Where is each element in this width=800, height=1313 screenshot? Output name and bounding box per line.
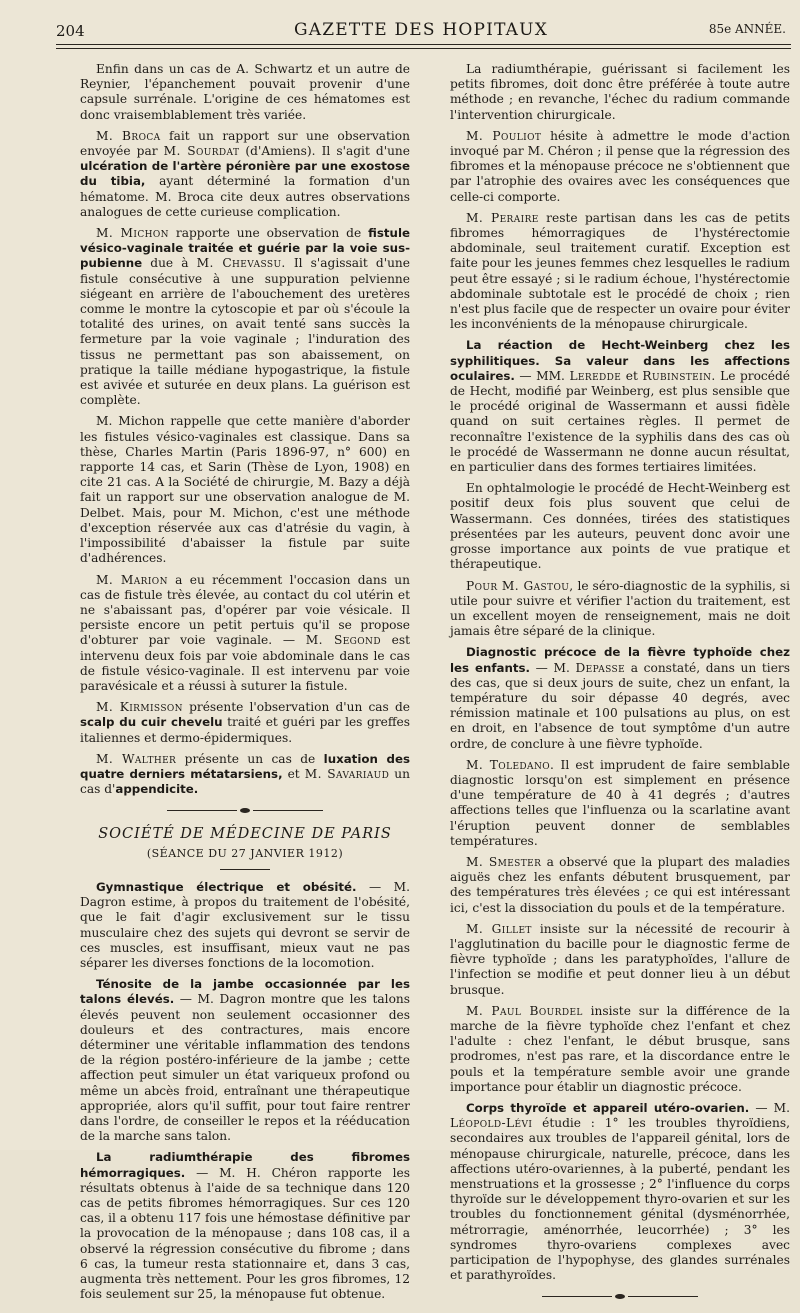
paragraph: M. Toledano. Il est imprudent de faire semblable diagnostic lorsqu'on est simplement en présence d'une température de 40 à 41 degrés ; d'autres affections telles que l'influenza ou la scarlatine avant l'éruption peuvent donner de semblables températures. bbox=[450, 757, 790, 848]
header-rule bbox=[56, 44, 791, 45]
left-column bbox=[80, 62, 410, 1308]
paragraph: M. Gillet insiste sur la nécessité de recourir à l'agglutination du bacille pour le diagnostic ferme de fièvre typhoïde ; dans les paratyphoïdes, l'allure de l'infection se modifie et peut donner lieu à un début brusque. bbox=[450, 921, 790, 997]
header-rule-double bbox=[56, 48, 791, 49]
paragraph: Gymnastique électrique et obésité. — M. Dagron estime, à propos du traitement de l'obésité, que le fait d'agir exclusivement sur le tissu musculaire chez des sujets qui devront se servir de ces muscles, est insuffisant, mieux vaut ne pas séparer les diverses fonctions de la locomotion. bbox=[80, 879, 410, 970]
paragraph: M. Michon rappelle que cette manière d'aborder les fistules vésico-vaginales est classique. Dans sa thèse, Charles Martin (Paris 1896-97, n° 600) en rapporte 14 cas, et Sarin (Thèse de Lyon, 1908) en cite 21 cas. A la Société de chirurgie, M. Bazy a déjà fait un rapport sur une observation analogue de M. Delbet. Mais, pour M. Michon, c'est une méthode d'exception réservée aux cas d'atrésie du vagin, à l'impossibilité d'abaisser la fistule par suite d'adhérences. bbox=[80, 414, 410, 566]
section-title: SOCIÉTÉ DE MÉDECINE DE PARIS bbox=[98, 825, 392, 842]
paragraph: M. Marion a eu récemment l'occasion dans un cas de fistule très élevée, au contact du col utérin et ne s'abaissant pas, d'opérer par voie vésicale. Il persiste encore un petit pertuis qu'il se propose d'obturer par voie vaginale. — M. Segond est intervenu deux fois par voie abdominale dans le cas de fistule vésico-vaginale. Il est intervenu par voie paravésicale et a réussi à suturer la fistule. bbox=[80, 572, 411, 693]
paragraph: La radiumthérapie, guérissant si facilement les petits fibromes, doit donc être préférée à toute autre méthode ; en revanche, l'échec du radium commande l'intervention chirurgicale. bbox=[450, 62, 790, 122]
volume-year: 85e ANNÉE. bbox=[708, 22, 786, 36]
publication-title: GAZETTE DES HOPITAUX bbox=[293, 20, 548, 40]
page-number: 204 bbox=[56, 22, 85, 40]
right-column bbox=[450, 62, 790, 1313]
paragraph: M. Walther présente un cas de luxation des quatre derniers métatarsiens, et M. Savariaud un cas d'appendicite. bbox=[80, 751, 411, 797]
paragraph: Ténosite de la jambe occasionnée par les talons élevés. — M. Dagron montre que les talons élevés peuvent non seulement occasionner des douleurs et des contractures, mais encore déterminer une véritable inflammation des tendons de la région postéro-inférieure de la jambe ; cette affection peut simuler un état variqueux profond ou même un abcès froid, entraînant une thérapeutique appropriée, alors qu'il suffit, pour tout faire rentrer dans l'ordre, de conseiller le repos et la rééducation de la marche sans talon. bbox=[80, 977, 411, 1144]
paragraph: M. Peraire reste partisan dans les cas de petits fibromes hémorragiques de l'hystérectomie abdominale, seul traitement curatif. Exception est faite pour les jeunes femmes chez lesquelles le radium peut être essayé ; si le radium échoue, l'hystérectomie abdominale subtotale est le procédé de choix ; rien n'est plus facile que de respecter un ovaire pour éviter les inconvénients de la ménopause chirurgicale. bbox=[450, 210, 790, 332]
paragraph: Diagnostic précoce de la fièvre typhoïde chez les enfants. — M. Depasse a constaté, dans un tiers des cas, que si deux jours de suite, chez un enfant, la température du soir dépasse 40 degrés, avec rémission matinale et 100 pulsations au plus, on est en droit, en l'absence de tout symptôme d'un autre ordre, de conclure à une fièvre typhoïde. bbox=[450, 645, 790, 751]
paragraph: La radiumthérapie des fibromes hémorragiques. — M. H. Chéron rapporte les résultats obtenus à l'aide de sa technique dans 120 cas de petits fibromes hémorragiques. Sur ces 120 cas, il a obtenu 117 fois une hémostase définitive par la provocation de la ménopause ; dans 108 cas, il a observé la régression consécutive du fibrome ; dans 6 cas, la tumeur resta stationnaire et, dans 3 cas, augmenta très nettement. Pour les gros fibromes, 12 fois seulement sur 25, la ménopause fut obtenue. bbox=[80, 1150, 410, 1302]
seance-date: (SÉANCE DU 27 JANVIER 1912) bbox=[146, 846, 344, 860]
paragraph: Pour M. Gastou, le séro-diagnostic de la syphilis, si utile pour suivre et vérifier l'action du traitement, est un excellent moyen de renseignement, mais ne doit jamais être séparé de la clinique. bbox=[450, 578, 790, 639]
paragraph: M. Smester a observé que la plupart des maladies aiguës chez les enfants débutent brusquement, par des températures très élevées ; ce qui est intéressant ici, c'est la dissociation du pouls et de la température. bbox=[450, 854, 790, 915]
divider bbox=[220, 869, 270, 870]
paragraph: M. Broca fait un rapport sur une observation envoyée par M. Sourdat (d'Amiens). Il s'agit d'une ulcération de l'artère péronière par une exostose du tibia, ayant déterminé la formation d'un hématome. M. Broca cite deux autres observations analogues de cette curieuse complication. bbox=[80, 128, 410, 219]
paragraph: M. Paul Bourdel insiste sur la différence de la marche de la fièvre typhoïde chez l'enfant et chez l'adulte : chez l'enfant, le début brusque, sans prodromes, n'est pas rare, et la discordance entre le pouls et la température semble avoir une grande importance pour établir un diagnostic précoce. bbox=[450, 1003, 790, 1094]
paragraph: Enfin dans un cas de A. Schwartz et un autre de Reynier, l'épanchement pouvait provenir d'une capsule surrénale. L'origine de ces hématomes est donc vraisemblablement très variée. bbox=[80, 62, 410, 122]
paragraph: M. Kirmisson présente l'observation d'un cas de scalp du cuir chevelu traité et guéri par les greffes italiennes et dermo-épidermiques. bbox=[80, 700, 410, 745]
section-ornament bbox=[80, 803, 410, 818]
paragraph: M. Pouliot hésite à admettre le mode d'action invoqué par M. Chéron ; il pense que la régression des fibromes et la ménopause précoce ne s'obtiennent que par l'atrophie des ovaires avec les conséquences que celle-ci comporte. bbox=[450, 128, 790, 204]
page-header bbox=[56, 16, 786, 42]
paragraph: Corps thyroïde et appareil utéro-ovarien. — M. Léopold-Lévi étudie : 1° les troubles thyroïdiens, secondaires aux troubles de l'appareil génital, lors de ménopause chirurgicale, naturelle, précoce, dans les affections utéro-ovariennes, à la puberté, pendant les menstruations et la grossesse ; 2° l'influence du corps thyroïde sur le développement thyro-ovarien et sur les troubles du fonctionnement génital (dysménorrhée, métrorragie, aménorrhée, leucorrhée) ; 3° les syndromes thyro-ovariens complexes avec participation de l'hypophyse, des glandes surrénales et parathyroïdes. bbox=[450, 1101, 790, 1283]
paragraph: M. Michon rapporte une observation de fistule vésico-vaginale traitée et guérie par la voie sus-pubienne due à M. Chevassu. Il s'agissait d'une fistule consécutive à une suppuration pelvienne siégeant en arrière de l'abouchement des uretères comme le montre la cytoscopie et par où s'écoule la totalité des urines, on avait tenté sans succès la fermeture par la voie vaginale ; l'induration des tissus ne permettant pas son abaissement, on pratique la taille médiane hypogastrique, la fistule est avivée et suturée en deux plans. La guérison est complète. bbox=[80, 226, 410, 408]
end-ornament bbox=[450, 1289, 790, 1304]
paragraph: La réaction de Hecht-Weinberg chez les syphilitiques. Sa valeur dans les affections oculaires. — MM. Leredde et Rubinstein. Le procédé de Hecht, modifié par Weinberg, est plus sensible que le procédé original de Wassermann et aussi fidèle quand on suit certaines règles. Il permet de reconnaître l'existence de la syphilis dans des cas où le procédé de Wassermann ne donne aucun résultat, en particulier dans des formes tertiaires limitées. bbox=[450, 338, 790, 475]
paragraph: En ophtalmologie le procédé de Hecht-Weinberg est positif deux fois plus souvent que celui de Wassermann. Ces données, tirées des statistiques présentées par les auteurs, peuvent donc avoir une grosse importance aux points de vue pratique et thérapeutique. bbox=[450, 481, 790, 572]
